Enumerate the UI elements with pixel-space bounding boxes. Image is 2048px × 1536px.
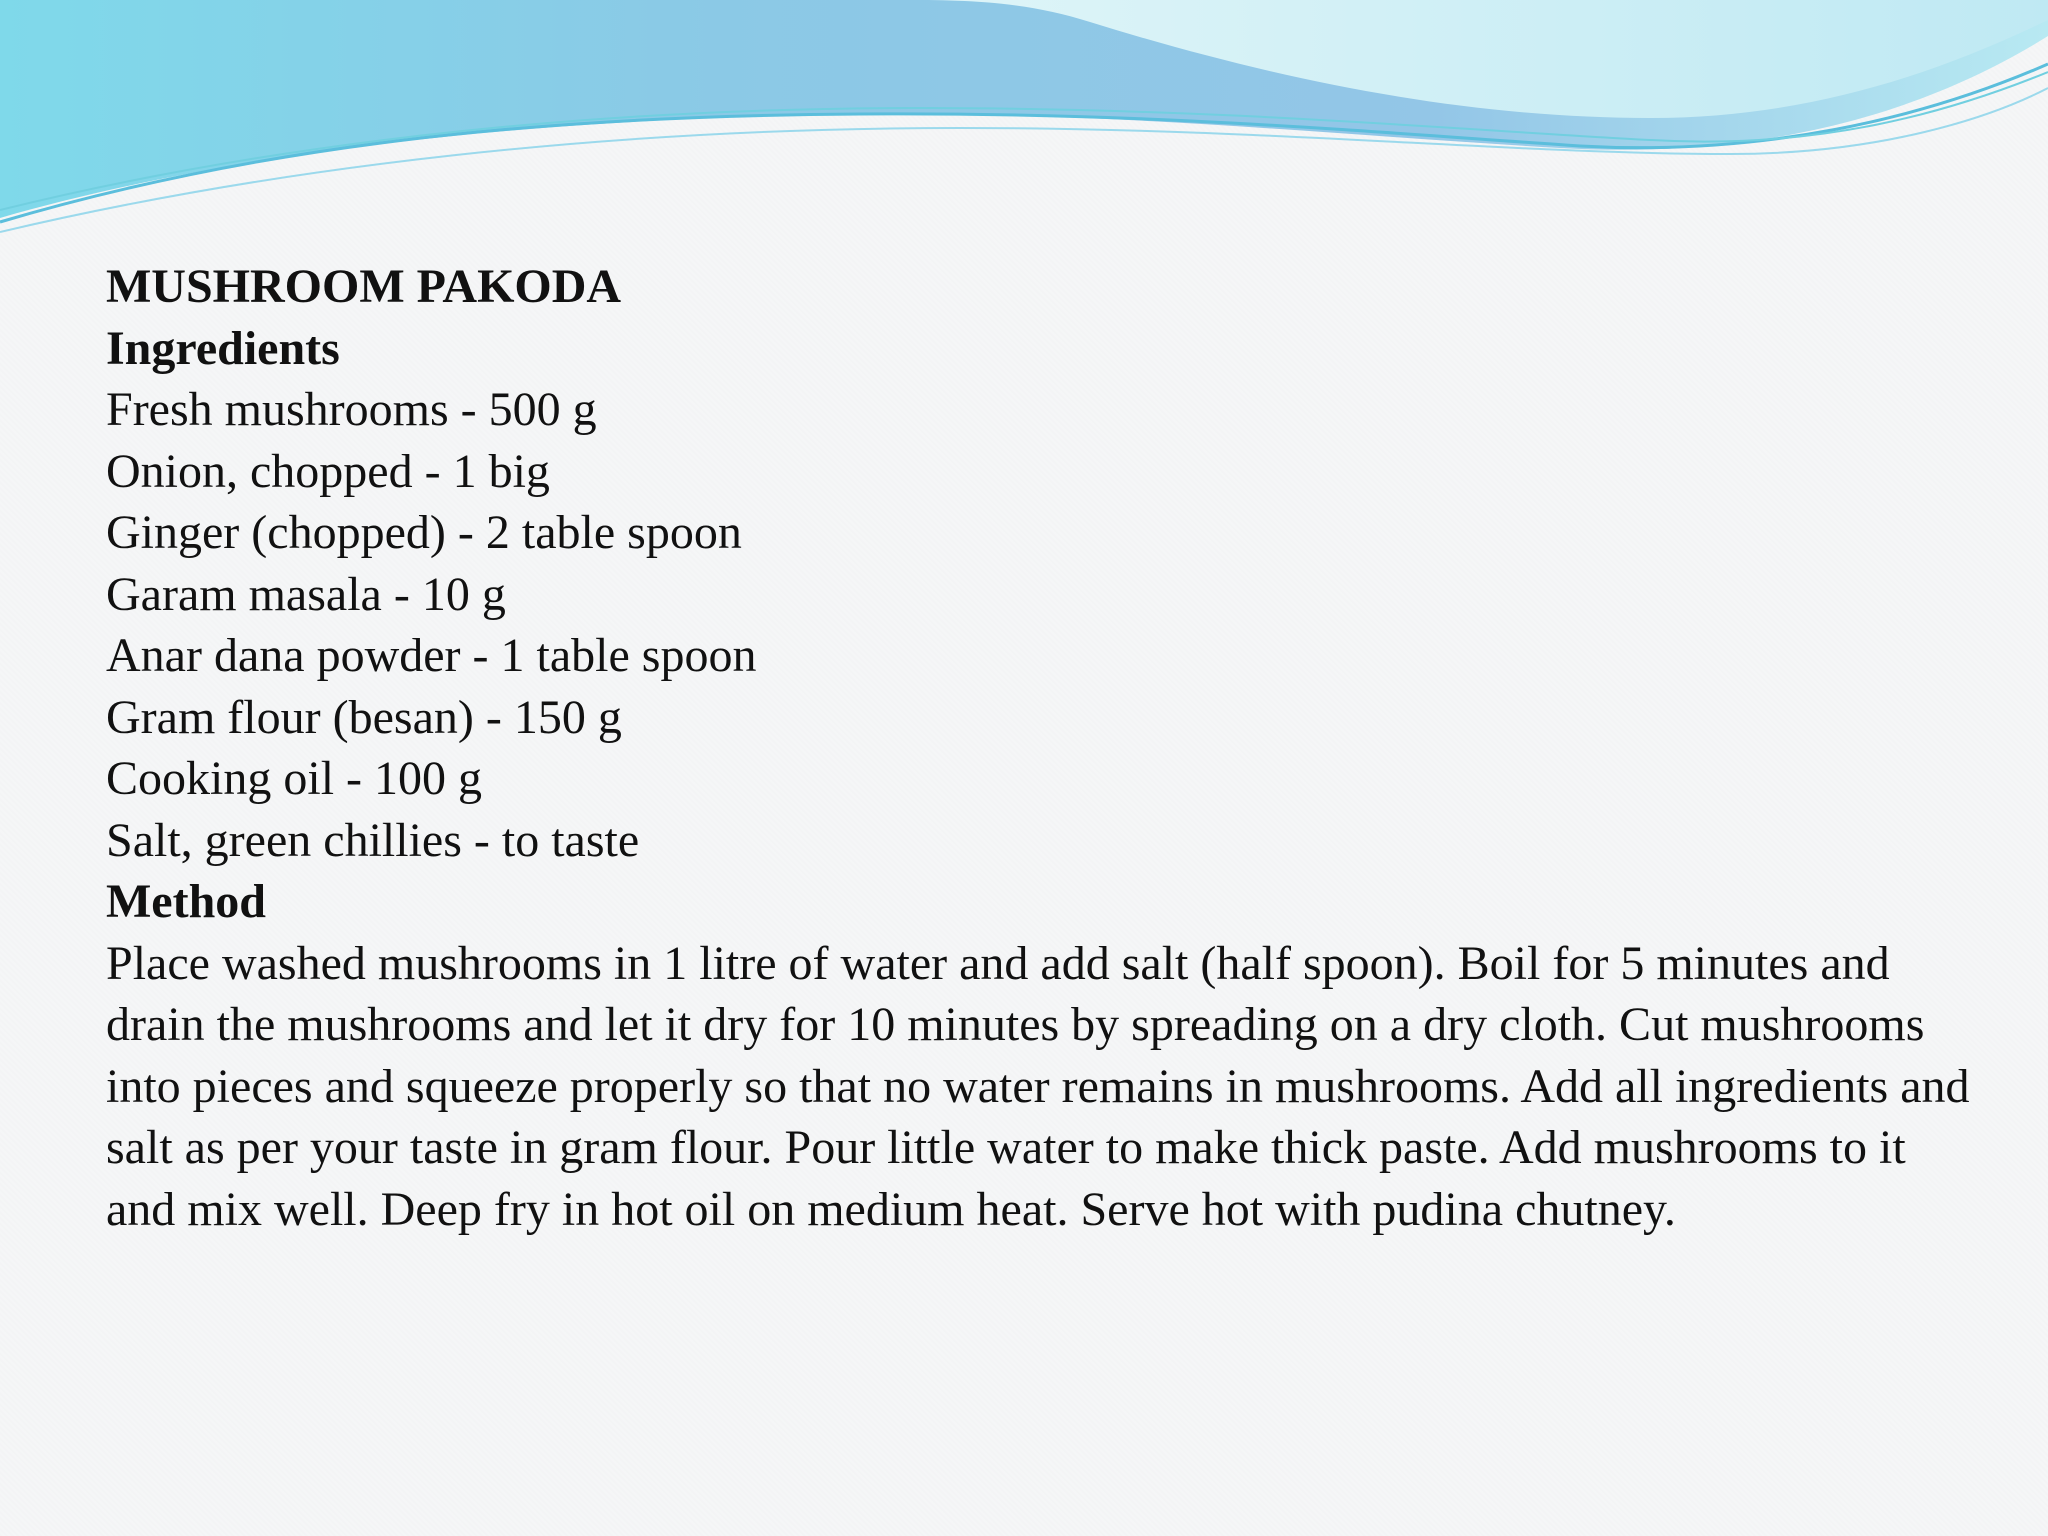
ingredient-item: Gram flour (besan) - 150 g — [106, 690, 622, 744]
recipe-title: MUSHROOM PAKODA — [106, 260, 622, 313]
ingredient-item: Anar dana powder - 1 table spoon — [106, 629, 757, 682]
ingredient-item: Fresh mushrooms - 500 g — [106, 383, 597, 436]
recipe-content — [106, 256, 1986, 1240]
ingredients-heading: Ingredients — [106, 321, 340, 375]
ingredient-item: Garam masala - 10 g — [106, 567, 506, 621]
ingredient-item: Ginger (chopped) - 2 table spoon — [106, 506, 742, 559]
ingredient-item: Salt, green chillies - to taste — [106, 813, 640, 867]
method-paragraph: Place washed mushrooms in 1 litre of water and add salt (half spoon). Boil for 5 minutes and drain the mushrooms and let it dry for 10 minutes by spreading on a dry cloth. Cut mushrooms into pieces and squeeze properly so that no water remains in mushrooms. Add all ingredients and salt as per your taste in gram flour. Pour little water to make thick paste. Add mushrooms to it and mix well. Deep fry in hot oil on medium heat. Serve hot with pudina chutney. — [106, 936, 1970, 1236]
ingredient-item: Onion, chopped - 1 big — [106, 444, 550, 498]
decorative-wave-header — [0, 0, 2048, 240]
ingredient-item: Cooking oil - 100 g — [106, 752, 483, 805]
method-heading: Method — [106, 875, 266, 928]
